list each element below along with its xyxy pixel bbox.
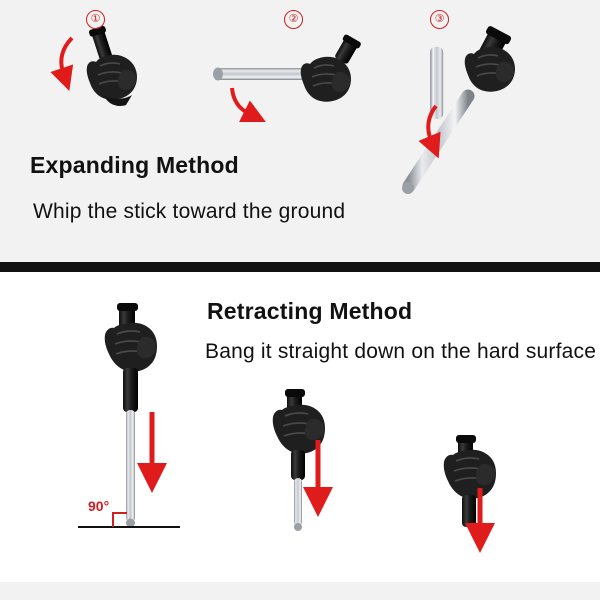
step-number-1: ①: [86, 10, 105, 29]
step-number-2: ②: [284, 10, 303, 29]
panel-divider: [0, 262, 600, 272]
step-number-3: ③: [430, 10, 449, 29]
retracting-method-subtitle: Bang it straight down on the hard surface: [205, 340, 597, 363]
expanding-method-subtitle: Whip the stick toward the ground: [33, 200, 346, 223]
expanding-method-title: Expanding Method: [30, 152, 239, 178]
retracting-method-title: Retracting Method: [207, 298, 413, 324]
angle-label: 90°: [88, 498, 110, 514]
footer-bar: [0, 582, 600, 600]
